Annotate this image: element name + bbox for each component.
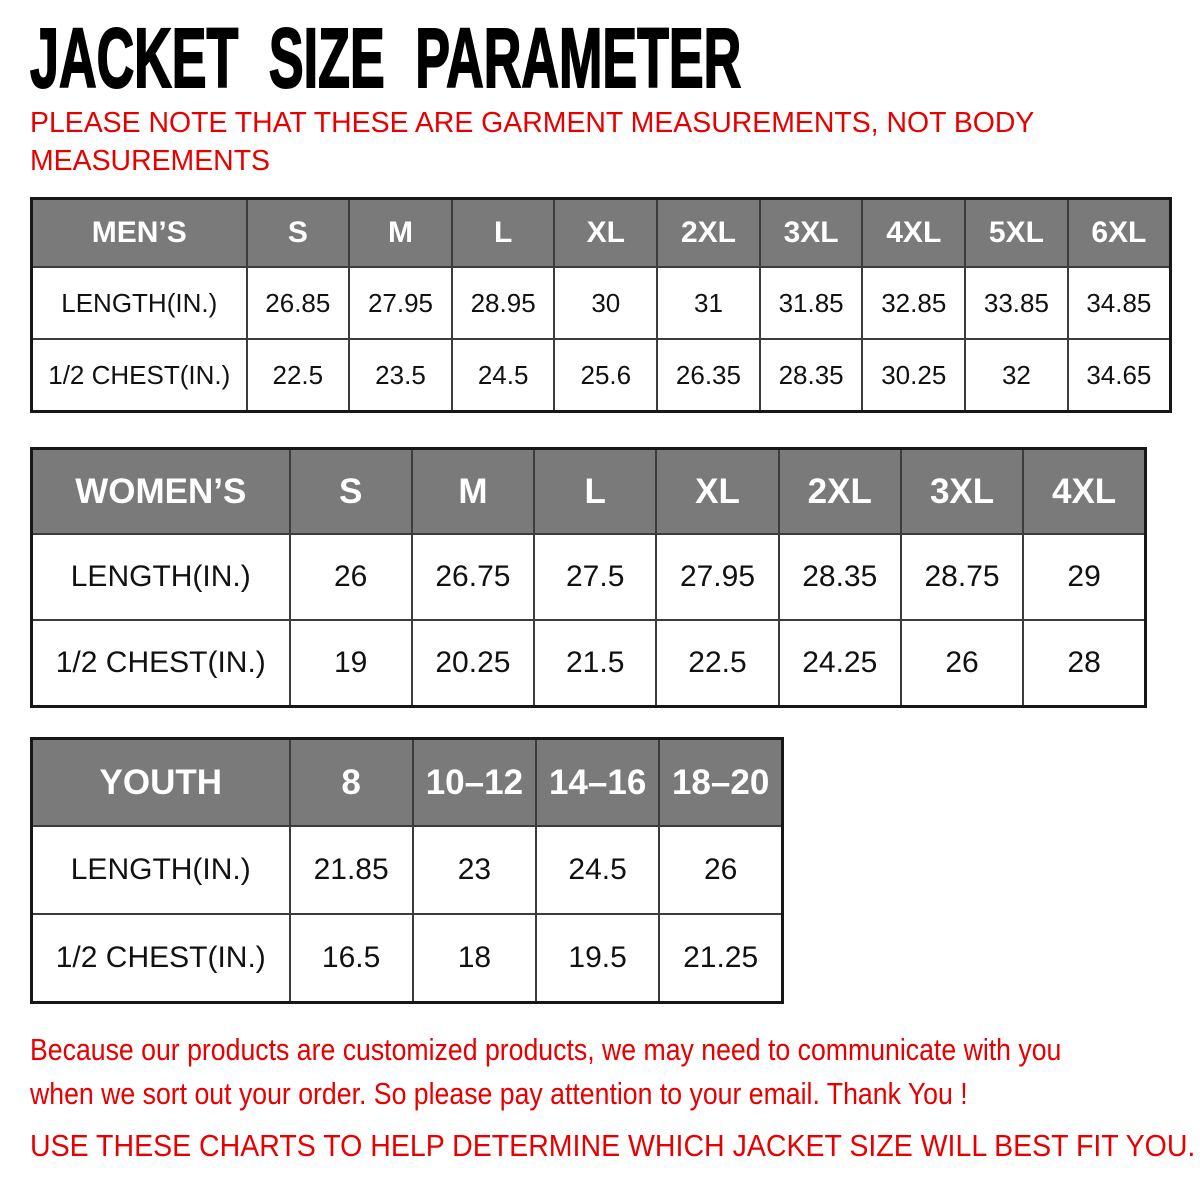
size-col-header: 5XL: [965, 199, 1068, 268]
youth-table: [30, 737, 784, 1004]
size-value-cell: 31: [657, 267, 760, 339]
customized-products-note: [30, 1028, 1061, 1116]
footer-line-1: Because our products are customized products, we may need to communicate with you: [30, 1032, 1062, 1067]
size-value-cell: 21.5: [534, 620, 656, 707]
garment-measurements-note: [30, 104, 1034, 180]
size-value-cell: 26: [901, 620, 1023, 707]
size-value-cell: 30: [554, 267, 657, 339]
header-row: [32, 449, 1146, 535]
size-value-cell: 16.5: [290, 914, 413, 1003]
table-title-cell: WOMEN’S: [32, 449, 290, 535]
table-row: [32, 620, 1146, 707]
size-value-cell: 26: [290, 534, 412, 620]
size-col-header: M: [349, 199, 452, 268]
page-title: JACKET SIZE PARAMETER: [30, 11, 742, 105]
size-value-cell: 27.5: [534, 534, 656, 620]
size-value-cell: 20.25: [412, 620, 534, 707]
youth-size-table: [30, 737, 784, 1004]
table-title-cell: MEN’S: [32, 199, 247, 268]
size-value-cell: 28.35: [760, 339, 863, 412]
size-col-header: 18–20: [659, 739, 782, 827]
size-col-header: 3XL: [901, 449, 1023, 535]
size-col-header: 2XL: [657, 199, 760, 268]
size-value-cell: 28.95: [452, 267, 555, 339]
size-value-cell: 26: [659, 826, 782, 914]
size-col-header: 10–12: [413, 739, 536, 827]
size-value-cell: 19: [290, 620, 412, 707]
row-label: 1/2 CHEST(IN.): [32, 339, 247, 412]
table-row: [32, 339, 1171, 412]
size-value-cell: 22.5: [656, 620, 778, 707]
size-col-header: M: [412, 449, 534, 535]
size-value-cell: 19.5: [536, 914, 659, 1003]
size-col-header: 14–16: [536, 739, 659, 827]
table-row: [32, 914, 783, 1003]
size-col-header: 4XL: [1023, 449, 1145, 535]
size-value-cell: 24.5: [452, 339, 555, 412]
row-label: 1/2 CHEST(IN.): [32, 620, 290, 707]
table-title-cell: YOUTH: [32, 739, 290, 827]
use-charts-note: USE THESE CHARTS TO HELP DETERMINE WHICH JACKET SIZE WILL BEST FIT YOU.: [30, 1128, 1196, 1163]
note-line-2: MEASUREMENTS: [30, 145, 271, 177]
table-row: [32, 534, 1146, 620]
mens-size-table: [30, 197, 1172, 413]
size-value-cell: 27.95: [656, 534, 778, 620]
size-value-cell: 27.95: [349, 267, 452, 339]
header-row: [32, 739, 783, 827]
size-value-cell: 28.75: [901, 534, 1023, 620]
size-col-header: 2XL: [779, 449, 901, 535]
size-value-cell: 26.85: [247, 267, 350, 339]
header-row: [32, 199, 1171, 268]
row-label: LENGTH(IN.): [32, 534, 290, 620]
size-value-cell: 23: [413, 826, 536, 914]
size-col-header: 3XL: [760, 199, 863, 268]
note-line-1: PLEASE NOTE THAT THESE ARE GARMENT MEASUREMENTS, NOT BODY: [30, 107, 1035, 139]
size-value-cell: 23.5: [349, 339, 452, 412]
row-label: 1/2 CHEST(IN.): [32, 914, 290, 1003]
footer-line-2: when we sort out your order. So please pay attention to your email. Thank You !: [30, 1076, 968, 1111]
size-col-header: L: [452, 199, 555, 268]
size-value-cell: 32.85: [862, 267, 965, 339]
size-col-header: XL: [554, 199, 657, 268]
size-value-cell: 34.85: [1068, 267, 1171, 339]
size-value-cell: 24.5: [536, 826, 659, 914]
table-row: [32, 826, 783, 914]
size-value-cell: 28: [1023, 620, 1145, 707]
size-value-cell: 31.85: [760, 267, 863, 339]
size-value-cell: 33.85: [965, 267, 1068, 339]
size-col-header: 8: [290, 739, 413, 827]
womens-table: [30, 447, 1147, 708]
size-value-cell: 32: [965, 339, 1068, 412]
size-col-header: 4XL: [862, 199, 965, 268]
mens-table: [30, 197, 1172, 413]
size-value-cell: 21.85: [290, 826, 413, 914]
size-value-cell: 29: [1023, 534, 1145, 620]
size-value-cell: 18: [413, 914, 536, 1003]
size-col-header: S: [247, 199, 350, 268]
size-col-header: 6XL: [1068, 199, 1171, 268]
size-value-cell: 25.6: [554, 339, 657, 412]
size-value-cell: 21.25: [659, 914, 782, 1003]
size-value-cell: 28.35: [779, 534, 901, 620]
size-col-header: XL: [656, 449, 778, 535]
size-value-cell: 26.75: [412, 534, 534, 620]
size-value-cell: 22.5: [247, 339, 350, 412]
row-label: LENGTH(IN.): [32, 826, 290, 914]
size-value-cell: 26.35: [657, 339, 760, 412]
row-label: LENGTH(IN.): [32, 267, 247, 339]
table-row: [32, 267, 1171, 339]
size-col-header: L: [534, 449, 656, 535]
size-value-cell: 30.25: [862, 339, 965, 412]
size-value-cell: 34.65: [1068, 339, 1171, 412]
womens-size-table: [30, 447, 1147, 708]
size-col-header: S: [290, 449, 412, 535]
size-value-cell: 24.25: [779, 620, 901, 707]
